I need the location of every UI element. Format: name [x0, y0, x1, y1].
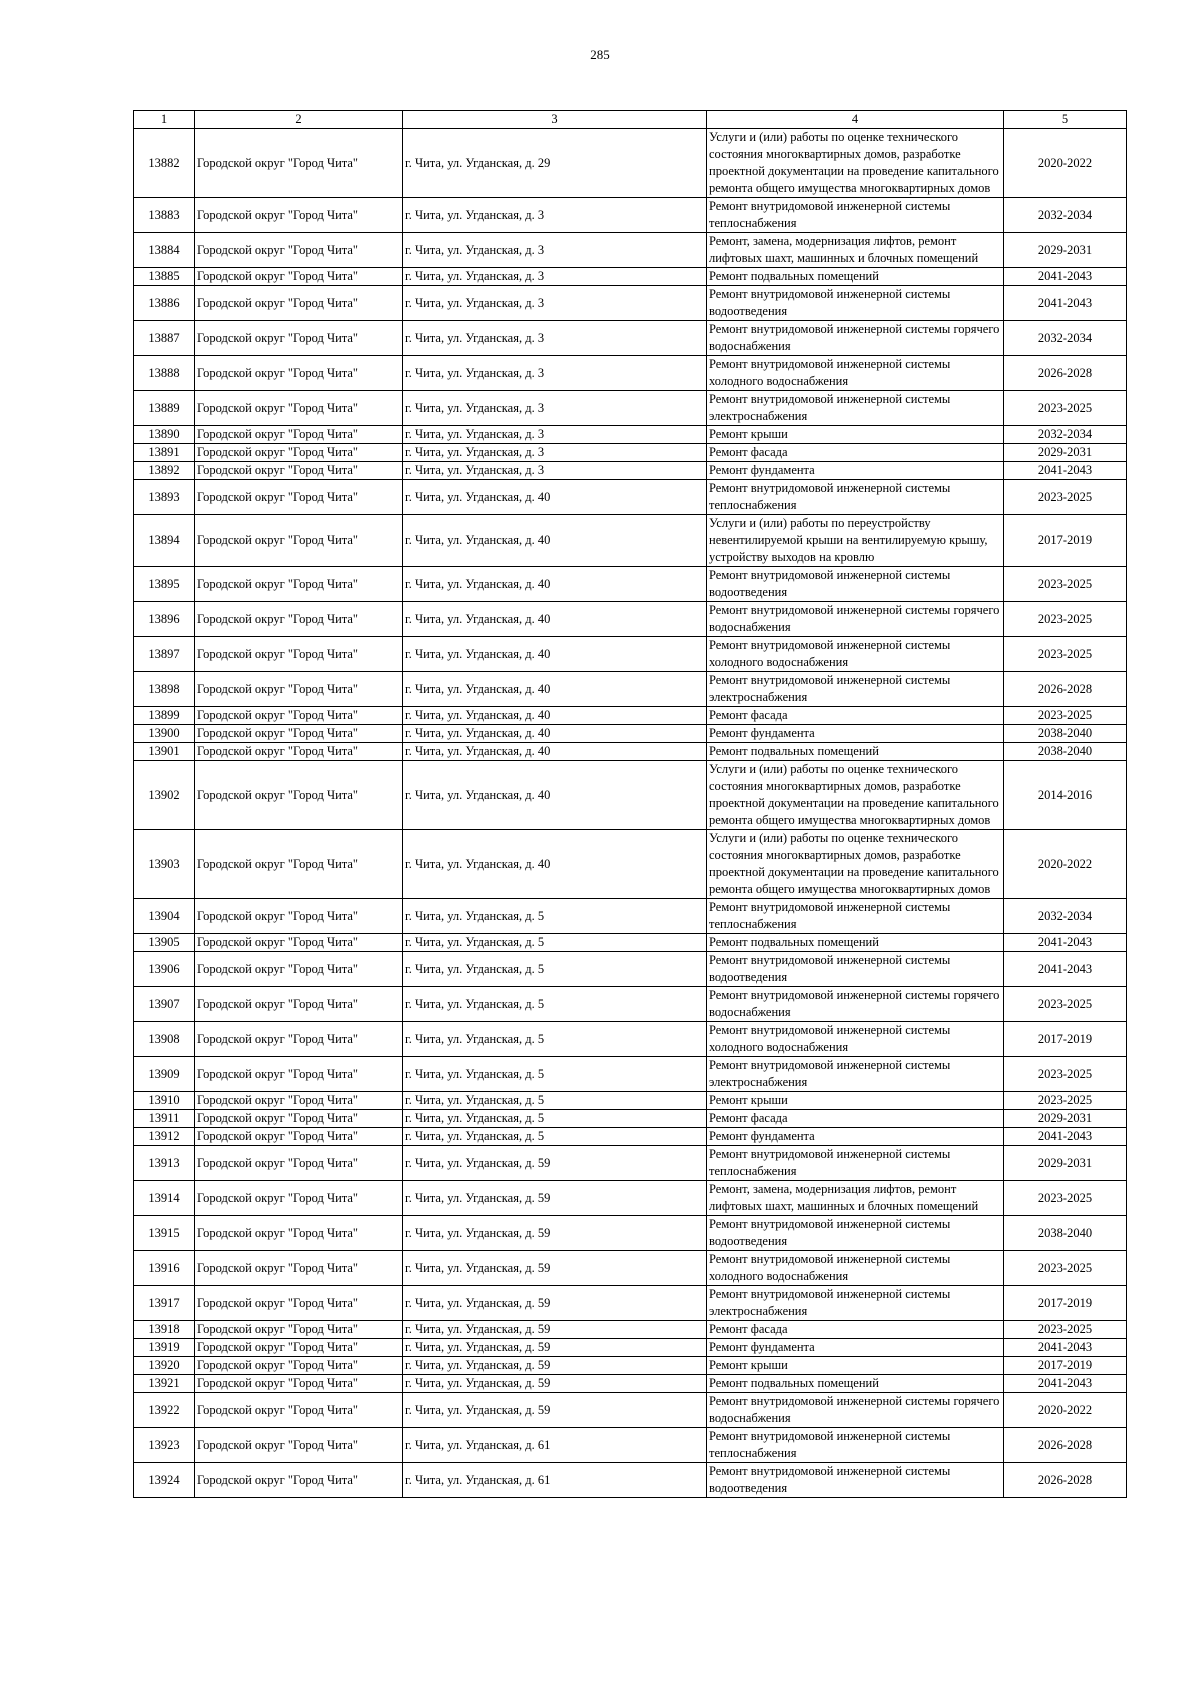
cell-period: 2026-2028 — [1004, 1428, 1127, 1463]
cell-municipality: Городской округ "Город Чита" — [195, 233, 403, 268]
table-row — [134, 444, 1127, 462]
cell-row-number: 13903 — [134, 830, 195, 899]
cell-address: г. Чита, ул. Угданская, д. 5 — [403, 1057, 707, 1092]
table-row — [134, 356, 1127, 391]
cell-work-type: Ремонт подвальных помещений — [707, 743, 1004, 761]
cell-period: 2041-2043 — [1004, 462, 1127, 480]
cell-address: г. Чита, ул. Угданская, д. 5 — [403, 899, 707, 934]
cell-work-type: Услуги и (или) работы по оценке технического состояния многоквартирных домов, разработке проектной документации на проведение капитального ремонта общего имущества многоквартирных домов — [707, 830, 1004, 899]
cell-municipality: Городской округ "Город Чита" — [195, 987, 403, 1022]
cell-row-number: 13922 — [134, 1393, 195, 1428]
cell-municipality: Городской округ "Город Чита" — [195, 1092, 403, 1110]
table-row — [134, 952, 1127, 987]
cell-work-type: Ремонт внутридомовой инженерной системы горячего водоснабжения — [707, 602, 1004, 637]
header-col-4: 4 — [707, 111, 1004, 129]
cell-municipality: Городской округ "Город Чита" — [195, 1216, 403, 1251]
cell-period: 2041-2043 — [1004, 952, 1127, 987]
cell-period: 2032-2034 — [1004, 899, 1127, 934]
cell-municipality: Городской округ "Город Чита" — [195, 515, 403, 567]
cell-municipality: Городской округ "Город Чита" — [195, 1146, 403, 1181]
cell-work-type: Ремонт внутридомовой инженерной системы горячего водоснабжения — [707, 321, 1004, 356]
cell-work-type: Ремонт фундамента — [707, 725, 1004, 743]
cell-period: 2026-2028 — [1004, 356, 1127, 391]
cell-municipality: Городской округ "Город Чита" — [195, 129, 403, 198]
cell-municipality: Городской округ "Город Чита" — [195, 707, 403, 725]
cell-row-number: 13886 — [134, 286, 195, 321]
cell-work-type: Ремонт фундамента — [707, 462, 1004, 480]
cell-address: г. Чита, ул. Угданская, д. 40 — [403, 725, 707, 743]
header-row — [134, 111, 1127, 129]
table-row — [134, 1339, 1127, 1357]
cell-municipality: Городской округ "Город Чита" — [195, 637, 403, 672]
cell-municipality: Городской округ "Город Чита" — [195, 1022, 403, 1057]
cell-municipality: Городской округ "Город Чита" — [195, 725, 403, 743]
cell-address: г. Чита, ул. Угданская, д. 40 — [403, 637, 707, 672]
cell-work-type: Ремонт внутридомовой инженерной системы горячего водоснабжения — [707, 1393, 1004, 1428]
cell-period: 2017-2019 — [1004, 1286, 1127, 1321]
cell-work-type: Ремонт фасада — [707, 1110, 1004, 1128]
table-row — [134, 1146, 1127, 1181]
cell-work-type: Ремонт подвальных помещений — [707, 934, 1004, 952]
cell-work-type: Ремонт внутридомовой инженерной системы теплоснабжения — [707, 480, 1004, 515]
cell-period: 2029-2031 — [1004, 1110, 1127, 1128]
cell-address: г. Чита, ул. Угданская, д. 5 — [403, 934, 707, 952]
table-row — [134, 1251, 1127, 1286]
cell-period: 2017-2019 — [1004, 1357, 1127, 1375]
cell-address: г. Чита, ул. Угданская, д. 59 — [403, 1286, 707, 1321]
cell-row-number: 13889 — [134, 391, 195, 426]
table-row — [134, 1357, 1127, 1375]
cell-row-number: 13908 — [134, 1022, 195, 1057]
cell-municipality: Городской округ "Город Чита" — [195, 1286, 403, 1321]
table-row — [134, 1375, 1127, 1393]
cell-row-number: 13893 — [134, 480, 195, 515]
cell-period: 2023-2025 — [1004, 1321, 1127, 1339]
cell-period: 2041-2043 — [1004, 934, 1127, 952]
table-row — [134, 1321, 1127, 1339]
header-col-5: 5 — [1004, 111, 1127, 129]
cell-work-type: Ремонт внутридомовой инженерной системы холодного водоснабжения — [707, 356, 1004, 391]
table-row — [134, 743, 1127, 761]
cell-period: 2038-2040 — [1004, 725, 1127, 743]
cell-municipality: Городской округ "Город Чита" — [195, 462, 403, 480]
cell-row-number: 13911 — [134, 1110, 195, 1128]
cell-address: г. Чита, ул. Угданская, д. 40 — [403, 761, 707, 830]
table-row — [134, 286, 1127, 321]
cell-row-number: 13898 — [134, 672, 195, 707]
cell-row-number: 13915 — [134, 1216, 195, 1251]
cell-address: г. Чита, ул. Угданская, д. 29 — [403, 129, 707, 198]
cell-municipality: Городской округ "Город Чита" — [195, 1339, 403, 1357]
cell-work-type: Ремонт крыши — [707, 1357, 1004, 1375]
page-number: 285 — [590, 47, 610, 62]
cell-municipality: Городской округ "Город Чита" — [195, 426, 403, 444]
table-row — [134, 1463, 1127, 1498]
table-row — [134, 515, 1127, 567]
table-row — [134, 462, 1127, 480]
cell-row-number: 13919 — [134, 1339, 195, 1357]
cell-row-number: 13887 — [134, 321, 195, 356]
cell-period: 2020-2022 — [1004, 129, 1127, 198]
cell-address: г. Чита, ул. Угданская, д. 59 — [403, 1375, 707, 1393]
table-row — [134, 672, 1127, 707]
cell-row-number: 13883 — [134, 198, 195, 233]
cell-period: 2029-2031 — [1004, 1146, 1127, 1181]
cell-row-number: 13913 — [134, 1146, 195, 1181]
cell-municipality: Городской округ "Город Чита" — [195, 444, 403, 462]
header-col-1: 1 — [134, 111, 195, 129]
cell-work-type: Ремонт внутридомовой инженерной системы водоотведения — [707, 567, 1004, 602]
cell-address: г. Чита, ул. Угданская, д. 5 — [403, 987, 707, 1022]
cell-period: 2041-2043 — [1004, 268, 1127, 286]
cell-address: г. Чита, ул. Угданская, д. 40 — [403, 515, 707, 567]
cell-address: г. Чита, ул. Угданская, д. 3 — [403, 321, 707, 356]
cell-municipality: Городской округ "Город Чита" — [195, 830, 403, 899]
cell-work-type: Ремонт, замена, модернизация лифтов, ремонт лифтовых шахт, машинных и блочных помещений — [707, 1181, 1004, 1216]
cell-row-number: 13917 — [134, 1286, 195, 1321]
table-row — [134, 1110, 1127, 1128]
cell-municipality: Городской округ "Город Чита" — [195, 934, 403, 952]
cell-work-type: Ремонт внутридомовой инженерной системы теплоснабжения — [707, 1428, 1004, 1463]
cell-row-number: 13895 — [134, 567, 195, 602]
cell-municipality: Городской округ "Город Чита" — [195, 567, 403, 602]
cell-period: 2026-2028 — [1004, 672, 1127, 707]
cell-work-type: Ремонт внутридомовой инженерной системы водоотведения — [707, 952, 1004, 987]
cell-work-type: Ремонт крыши — [707, 426, 1004, 444]
cell-municipality: Городской округ "Город Чита" — [195, 1463, 403, 1498]
cell-row-number: 13907 — [134, 987, 195, 1022]
cell-address: г. Чита, ул. Угданская, д. 61 — [403, 1428, 707, 1463]
cell-municipality: Городской округ "Город Чита" — [195, 1181, 403, 1216]
table-row — [134, 1057, 1127, 1092]
cell-period: 2023-2025 — [1004, 1092, 1127, 1110]
cell-address: г. Чита, ул. Угданская, д. 40 — [403, 672, 707, 707]
cell-address: г. Чита, ул. Угданская, д. 3 — [403, 391, 707, 426]
cell-address: г. Чита, ул. Угданская, д. 59 — [403, 1339, 707, 1357]
cell-row-number: 13882 — [134, 129, 195, 198]
cell-period: 2032-2034 — [1004, 321, 1127, 356]
cell-municipality: Городской округ "Город Чита" — [195, 1393, 403, 1428]
cell-address: г. Чита, ул. Угданская, д. 59 — [403, 1181, 707, 1216]
cell-period: 2023-2025 — [1004, 987, 1127, 1022]
cell-row-number: 13905 — [134, 934, 195, 952]
cell-address: г. Чита, ул. Угданская, д. 59 — [403, 1321, 707, 1339]
table-row — [134, 198, 1127, 233]
table-row — [134, 426, 1127, 444]
cell-row-number: 13924 — [134, 1463, 195, 1498]
cell-work-type: Ремонт внутридомовой инженерной системы холодного водоснабжения — [707, 1022, 1004, 1057]
cell-work-type: Ремонт внутридомовой инженерной системы электроснабжения — [707, 672, 1004, 707]
cell-address: г. Чита, ул. Угданская, д. 40 — [403, 602, 707, 637]
cell-address: г. Чита, ул. Угданская, д. 40 — [403, 743, 707, 761]
table-row — [134, 129, 1127, 198]
table-row — [134, 761, 1127, 830]
cell-work-type: Услуги и (или) работы по оценке технического состояния многоквартирных домов, разработке проектной документации на проведение капитального ремонта общего имущества многоквартирных домов — [707, 129, 1004, 198]
cell-municipality: Городской округ "Город Чита" — [195, 761, 403, 830]
table-row — [134, 602, 1127, 637]
cell-period: 2020-2022 — [1004, 1393, 1127, 1428]
table-row — [134, 567, 1127, 602]
table-row — [134, 725, 1127, 743]
cell-work-type: Ремонт фасада — [707, 444, 1004, 462]
table-row — [134, 321, 1127, 356]
cell-work-type: Ремонт фасада — [707, 707, 1004, 725]
cell-municipality: Городской округ "Город Чита" — [195, 1057, 403, 1092]
cell-period: 2023-2025 — [1004, 1057, 1127, 1092]
cell-municipality: Городской округ "Город Чита" — [195, 952, 403, 987]
cell-municipality: Городской округ "Город Чита" — [195, 286, 403, 321]
cell-row-number: 13912 — [134, 1128, 195, 1146]
cell-address: г. Чита, ул. Угданская, д. 40 — [403, 567, 707, 602]
cell-address: г. Чита, ул. Угданская, д. 40 — [403, 480, 707, 515]
cell-address: г. Чита, ул. Угданская, д. 61 — [403, 1463, 707, 1498]
cell-municipality: Городской округ "Город Чита" — [195, 1428, 403, 1463]
cell-municipality: Городской округ "Город Чита" — [195, 321, 403, 356]
cell-address: г. Чита, ул. Угданская, д. 5 — [403, 952, 707, 987]
cell-row-number: 13921 — [134, 1375, 195, 1393]
cell-row-number: 13896 — [134, 602, 195, 637]
cell-municipality: Городской округ "Город Чита" — [195, 480, 403, 515]
cell-address: г. Чита, ул. Угданская, д. 3 — [403, 444, 707, 462]
cell-period: 2023-2025 — [1004, 602, 1127, 637]
cell-municipality: Городской округ "Город Чита" — [195, 268, 403, 286]
cell-period: 2032-2034 — [1004, 198, 1127, 233]
cell-work-type: Ремонт, замена, модернизация лифтов, ремонт лифтовых шахт, машинных и блочных помещений — [707, 233, 1004, 268]
cell-row-number: 13923 — [134, 1428, 195, 1463]
cell-row-number: 13902 — [134, 761, 195, 830]
header-col-2: 2 — [195, 111, 403, 129]
cell-row-number: 13894 — [134, 515, 195, 567]
table-row — [134, 707, 1127, 725]
cell-period: 2023-2025 — [1004, 567, 1127, 602]
cell-municipality: Городской округ "Город Чита" — [195, 672, 403, 707]
cell-work-type: Услуги и (или) работы по оценке технического состояния многоквартирных домов, разработке проектной документации на проведение капитального ремонта общего имущества многоквартирных домов — [707, 761, 1004, 830]
table-header — [134, 111, 1127, 129]
table-row — [134, 391, 1127, 426]
cell-address: г. Чита, ул. Угданская, д. 3 — [403, 286, 707, 321]
cell-period: 2029-2031 — [1004, 444, 1127, 462]
cell-work-type: Ремонт внутридомовой инженерной системы горячего водоснабжения — [707, 987, 1004, 1022]
cell-address: г. Чита, ул. Угданская, д. 59 — [403, 1393, 707, 1428]
table-row — [134, 934, 1127, 952]
table-row — [134, 899, 1127, 934]
table-row — [134, 1428, 1127, 1463]
cell-row-number: 13914 — [134, 1181, 195, 1216]
cell-municipality: Городской округ "Город Чита" — [195, 1128, 403, 1146]
cell-municipality: Городской округ "Город Чита" — [195, 899, 403, 934]
cell-row-number: 13888 — [134, 356, 195, 391]
cell-row-number: 13892 — [134, 462, 195, 480]
cell-row-number: 13910 — [134, 1092, 195, 1110]
table-row — [134, 1022, 1127, 1057]
cell-period: 2014-2016 — [1004, 761, 1127, 830]
cell-municipality: Городской округ "Город Чита" — [195, 1321, 403, 1339]
cell-address: г. Чита, ул. Угданская, д. 3 — [403, 198, 707, 233]
cell-address: г. Чита, ул. Угданская, д. 59 — [403, 1216, 707, 1251]
cell-row-number: 13916 — [134, 1251, 195, 1286]
cell-row-number: 13899 — [134, 707, 195, 725]
cell-address: г. Чита, ул. Угданская, д. 5 — [403, 1128, 707, 1146]
table-row — [134, 233, 1127, 268]
cell-work-type: Ремонт фундамента — [707, 1339, 1004, 1357]
cell-row-number: 13885 — [134, 268, 195, 286]
cell-work-type: Ремонт внутридомовой инженерной системы электроснабжения — [707, 1286, 1004, 1321]
cell-period: 2041-2043 — [1004, 286, 1127, 321]
cell-address: г. Чита, ул. Угданская, д. 40 — [403, 830, 707, 899]
cell-period: 2041-2043 — [1004, 1375, 1127, 1393]
cell-address: г. Чита, ул. Угданская, д. 59 — [403, 1251, 707, 1286]
cell-work-type: Ремонт фасада — [707, 1321, 1004, 1339]
cell-address: г. Чита, ул. Угданская, д. 3 — [403, 426, 707, 444]
cell-row-number: 13909 — [134, 1057, 195, 1092]
cell-work-type: Ремонт внутридомовой инженерной системы холодного водоснабжения — [707, 1251, 1004, 1286]
table-row — [134, 480, 1127, 515]
cell-work-type: Ремонт крыши — [707, 1092, 1004, 1110]
table-row — [134, 1128, 1127, 1146]
cell-municipality: Городской округ "Город Чита" — [195, 356, 403, 391]
cell-row-number: 13901 — [134, 743, 195, 761]
cell-address: г. Чита, ул. Угданская, д. 3 — [403, 356, 707, 391]
cell-period: 2017-2019 — [1004, 1022, 1127, 1057]
cell-work-type: Ремонт фундамента — [707, 1128, 1004, 1146]
cell-work-type: Ремонт подвальных помещений — [707, 268, 1004, 286]
cell-row-number: 13897 — [134, 637, 195, 672]
cell-period: 2017-2019 — [1004, 515, 1127, 567]
cell-period: 2023-2025 — [1004, 707, 1127, 725]
cell-address: г. Чита, ул. Угданская, д. 40 — [403, 707, 707, 725]
cell-work-type: Ремонт внутридомовой инженерной системы холодного водоснабжения — [707, 637, 1004, 672]
cell-row-number: 13920 — [134, 1357, 195, 1375]
cell-address: г. Чита, ул. Угданская, д. 3 — [403, 233, 707, 268]
cell-address: г. Чита, ул. Угданская, д. 3 — [403, 268, 707, 286]
cell-work-type: Ремонт подвальных помещений — [707, 1375, 1004, 1393]
cell-work-type: Ремонт внутридомовой инженерной системы электроснабжения — [707, 1057, 1004, 1092]
cell-period: 2038-2040 — [1004, 743, 1127, 761]
cell-period: 2029-2031 — [1004, 233, 1127, 268]
cell-row-number: 13884 — [134, 233, 195, 268]
cell-period: 2020-2022 — [1004, 830, 1127, 899]
table-row — [134, 1393, 1127, 1428]
cell-work-type: Ремонт внутридомовой инженерной системы электроснабжения — [707, 391, 1004, 426]
cell-period: 2023-2025 — [1004, 1181, 1127, 1216]
cell-address: г. Чита, ул. Угданская, д. 5 — [403, 1022, 707, 1057]
cell-work-type: Ремонт внутридомовой инженерной системы водоотведения — [707, 1463, 1004, 1498]
cell-period: 2023-2025 — [1004, 1251, 1127, 1286]
cell-row-number: 13904 — [134, 899, 195, 934]
cell-row-number: 13906 — [134, 952, 195, 987]
cell-municipality: Городской округ "Город Чита" — [195, 1375, 403, 1393]
cell-work-type: Услуги и (или) работы по переустройству невентилируемой крыши на вентилируемую крышу, устройству выходов на кровлю — [707, 515, 1004, 567]
cell-period: 2038-2040 — [1004, 1216, 1127, 1251]
cell-work-type: Ремонт внутридомовой инженерной системы водоотведения — [707, 286, 1004, 321]
cell-row-number: 13918 — [134, 1321, 195, 1339]
cell-row-number: 13891 — [134, 444, 195, 462]
cell-row-number: 13900 — [134, 725, 195, 743]
table-row — [134, 1216, 1127, 1251]
cell-period: 2023-2025 — [1004, 391, 1127, 426]
table-body — [134, 129, 1127, 1498]
table-row — [134, 987, 1127, 1022]
cell-period: 2023-2025 — [1004, 480, 1127, 515]
table-row — [134, 637, 1127, 672]
cell-row-number: 13890 — [134, 426, 195, 444]
cell-work-type: Ремонт внутридомовой инженерной системы водоотведения — [707, 1216, 1004, 1251]
cell-municipality: Городской округ "Город Чита" — [195, 743, 403, 761]
cell-municipality: Городской округ "Город Чита" — [195, 1357, 403, 1375]
cell-address: г. Чита, ул. Угданская, д. 59 — [403, 1146, 707, 1181]
cell-period: 2023-2025 — [1004, 637, 1127, 672]
cell-address: г. Чита, ул. Угданская, д. 3 — [403, 462, 707, 480]
cell-address: г. Чита, ул. Угданская, д. 59 — [403, 1357, 707, 1375]
cell-municipality: Городской округ "Город Чита" — [195, 602, 403, 637]
repair-schedule-table — [133, 110, 1127, 1498]
cell-municipality: Городской округ "Город Чита" — [195, 198, 403, 233]
cell-address: г. Чита, ул. Угданская, д. 5 — [403, 1092, 707, 1110]
cell-period: 2032-2034 — [1004, 426, 1127, 444]
table-row — [134, 830, 1127, 899]
cell-municipality: Городской округ "Город Чита" — [195, 1251, 403, 1286]
cell-period: 2041-2043 — [1004, 1128, 1127, 1146]
cell-work-type: Ремонт внутридомовой инженерной системы теплоснабжения — [707, 1146, 1004, 1181]
table-row — [134, 1092, 1127, 1110]
cell-period: 2026-2028 — [1004, 1463, 1127, 1498]
cell-municipality: Городской округ "Город Чита" — [195, 1110, 403, 1128]
cell-address: г. Чита, ул. Угданская, д. 5 — [403, 1110, 707, 1128]
cell-period: 2041-2043 — [1004, 1339, 1127, 1357]
table-row — [134, 1181, 1127, 1216]
table-row — [134, 268, 1127, 286]
table-row — [134, 1286, 1127, 1321]
cell-municipality: Городской округ "Город Чита" — [195, 391, 403, 426]
header-col-3: 3 — [403, 111, 707, 129]
cell-work-type: Ремонт внутридомовой инженерной системы теплоснабжения — [707, 899, 1004, 934]
cell-work-type: Ремонт внутридомовой инженерной системы теплоснабжения — [707, 198, 1004, 233]
